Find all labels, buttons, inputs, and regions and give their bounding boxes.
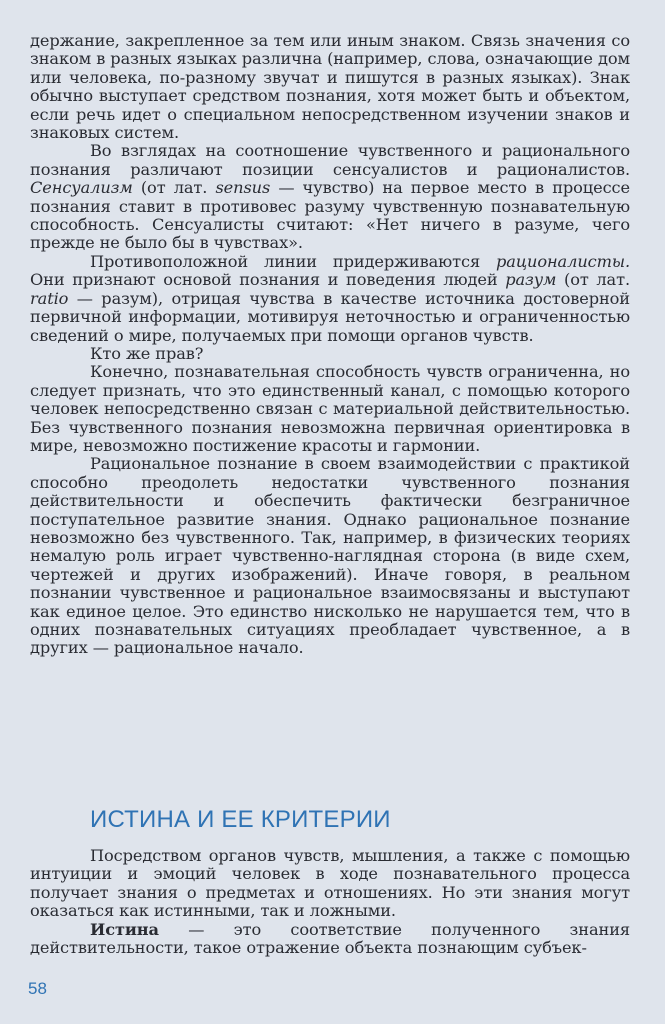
paragraph-3-part-3: (от лат. (556, 270, 630, 290)
term-rationalists: рационалисты. (496, 251, 630, 271)
paragraph-5: Конечно, познавательная способность чувств ограниченна, но следует признать, что это единственный канал, с помощью которого человек непосредственно связан с материальной действительностью. Без чувственного познания невозможна первичная ориентировка в мире, невозможно постижение красоты и гармонии. (30, 362, 630, 455)
section-heading: ИСТИНА И ЕЕ КРИТЕРИИ (90, 806, 391, 833)
paragraph-8 (30, 921, 630, 958)
term-truth: Истина (90, 919, 159, 939)
paragraph-7: Посредством органов чувств, мышления, а также с помощью интуиции и эмоций человек в ходе познавательного процесса получает знания о предметах и отношениях. Но эти знания могут оказаться как истинными, так и ложными. (30, 846, 630, 921)
latin-word-ratio: ratio (30, 288, 69, 308)
paragraph-4: Кто же прав? (90, 343, 204, 363)
paragraph-2-part-2: (от лат. (132, 178, 216, 198)
latin-word-sensus: sensus (215, 178, 271, 198)
paragraph-2-part-3: — чувство) на первое место в процессе познания ставит в противовес разуму чувственную познавательную способность. Сенсуалисты считают: «Нет ничего в разуме, чего прежде не было бы в чувствах». (30, 178, 630, 253)
paragraph-6: Рациональное познание в своем взаимодействии с практикой способно преодолеть недостатки чувственного познания действительности и обеспечить фактически безграничное поступательное развитие знания. Однако рациональное познание невозможно без чувственного. Так, например, в физических теориях немалую роль играет чувственно-наглядная сторона (в виде схем, чертежей и других изображений). Иначе говоря, в реальном познании чувственное и рациональное взаимосвязаны и выступают как единое целое. Это единство нисколько не нарушается тем, что в одних познавательных ситуациях преобладает чувственное, а в других — рациональное начало. (30, 454, 630, 658)
body-text-top (30, 32, 630, 658)
paragraph-3-part-1: Противоположной линии придерживаются (90, 251, 497, 271)
paragraph-2 (30, 142, 630, 252)
paragraph-3-part-2: Они признают основой познания и поведения людей (30, 270, 506, 290)
paragraph-3-part-4: — разум), отрицая чувства в качестве источника достоверной первичной информации, мотивируя неточностью и ограниченностью сведений о мире, получаемых при помощи органов чувств. (30, 288, 630, 345)
term-sensualism: Сенсуализм (30, 178, 133, 198)
body-text-bottom (30, 847, 630, 957)
term-reason: разум (505, 270, 557, 290)
paragraph-1: держание, закрепленное за тем или иным знаком. Связь значения со знаком в разных языках различна (например, слова, означающие дом или человека, по-разному звучат и пишутся в разных языках). Знак обычно выступает средством познания, хотя может быть и объектом, если речь идет о специальном непосредственном изучении знаков и знаковых систем. (30, 31, 630, 143)
paragraph-8-text: — это соответствие полученного знания действительности, такое отражение объекта познающим субъек- (30, 919, 630, 958)
paragraph-3 (30, 253, 630, 345)
page-number: 58 (28, 979, 47, 998)
paragraph-2-part-1: Во взглядах на соотношение чувственного и рационального познания различают позиции сенсуалистов и рационалистов. (30, 141, 630, 179)
